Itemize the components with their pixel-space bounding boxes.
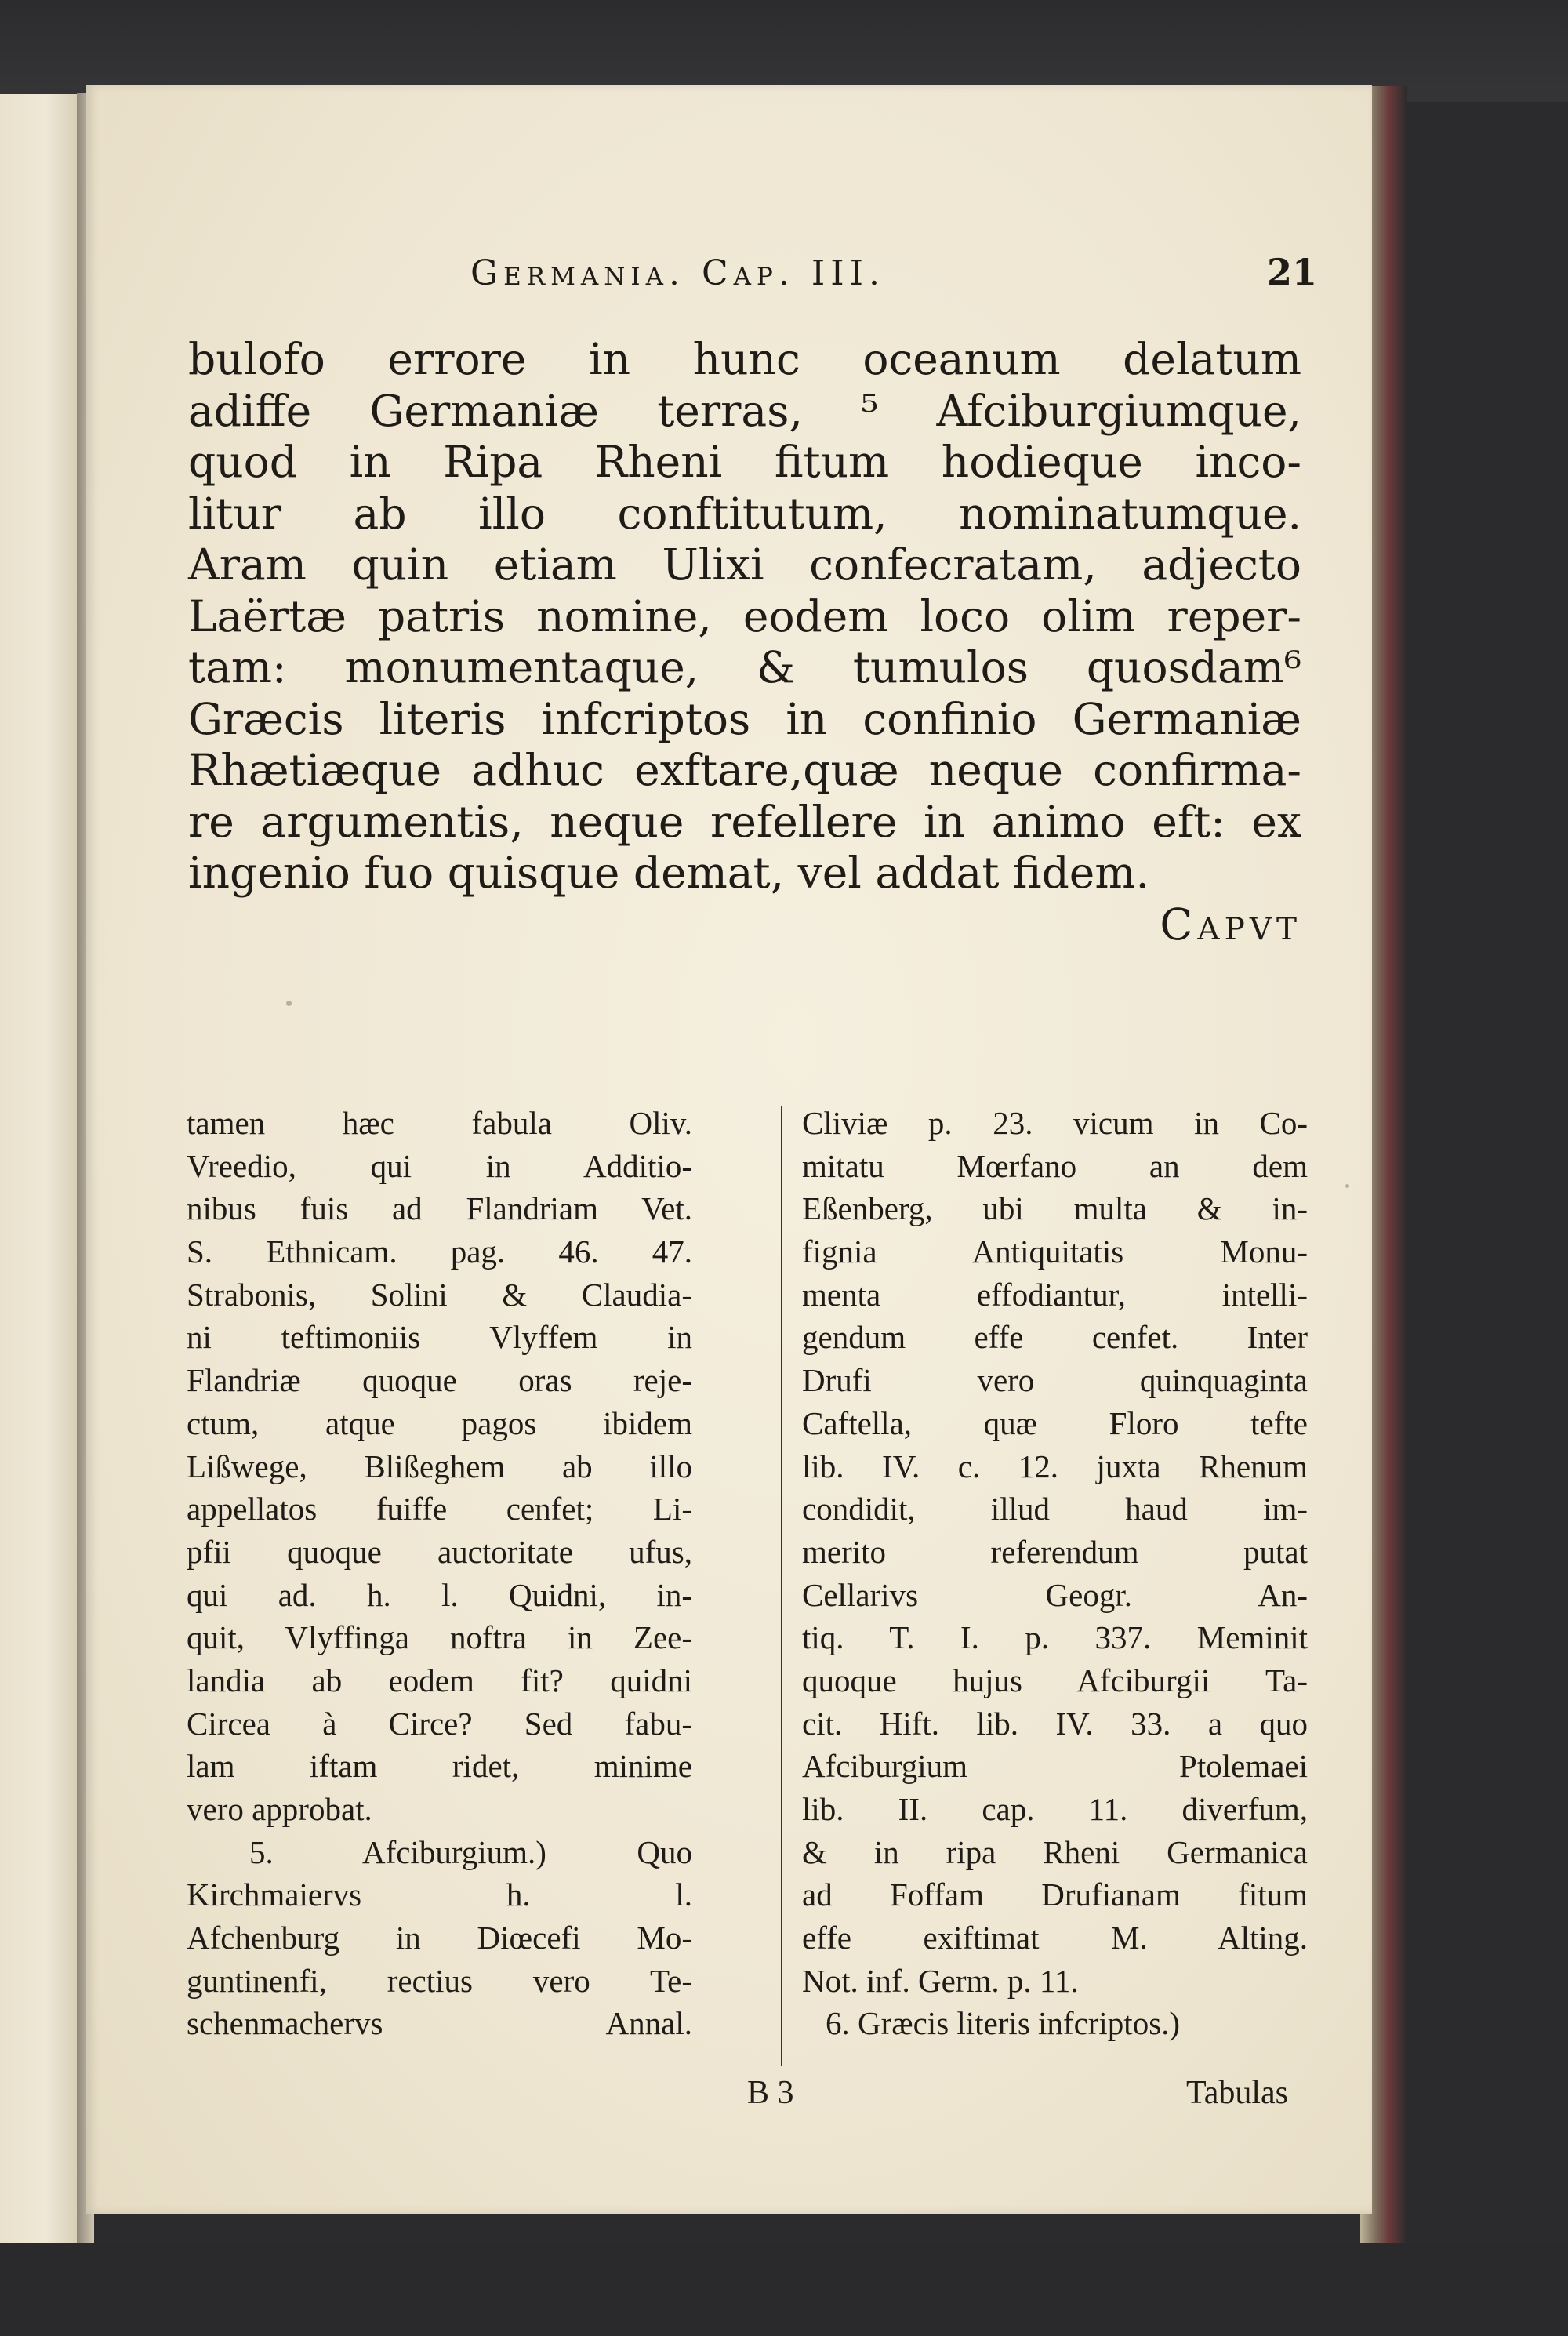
note-line: tamen hæc fabula Oliv.	[187, 1105, 692, 1141]
note-line: 5. Afciburgium.) Quo	[249, 1833, 692, 1870]
signature-mark: B 3	[747, 2075, 794, 2111]
book-page	[86, 85, 1372, 2214]
note-line: Lißwege, Blißeghem ab illo	[187, 1448, 692, 1484]
note-line: lib. IV. c. 12. juxta Rhenum	[802, 1448, 1308, 1484]
footnotes	[187, 1102, 1308, 2153]
note-line: Kirchmaiervs h. l.	[187, 1876, 692, 1913]
note-line: ni teftimoniis Vlyffem in	[187, 1319, 692, 1356]
text-line: quod in Ripa Rheni fitum hodieque inco-	[188, 437, 1301, 487]
text-line: Rhætiæque adhuc exftare,quæ neque confirma-	[188, 745, 1301, 795]
note-line: Not. inf. Germ. p. 11.	[802, 1962, 1079, 1999]
running-head-title: Germania. Cap. III.	[470, 253, 885, 293]
footnote-column-right	[802, 1102, 1308, 2045]
text-line: bulofo errore in hunc oceanum delatum	[188, 334, 1301, 384]
note-line: mitatu Mœrfano an dem	[802, 1147, 1308, 1184]
note-line: Eßenberg, ubi multa & in-	[802, 1190, 1308, 1227]
note-line: lib. II. cap. 11. diverfum,	[802, 1791, 1308, 1827]
note-line: Cellarivs Geogr. An-	[802, 1576, 1308, 1613]
note-line: quit, Vlyffinga noftra in Zee-	[187, 1619, 692, 1656]
note-line: landia ab eodem fit? quidni	[187, 1662, 692, 1698]
text-line: Laërtæ patris nomine, eodem loco olim reper-	[188, 590, 1301, 641]
text-line: adiffe Germaniæ terras, ⁵ Afciburgiumque,	[188, 385, 1301, 436]
facing-page-edge	[0, 94, 77, 2243]
note-line: ad Foffam Drufianam fitum	[802, 1876, 1308, 1913]
note-line: Strabonis, Solini & Claudia-	[187, 1276, 692, 1313]
page-number: 21	[1266, 251, 1317, 293]
note-line: nibus fuis ad Flandriam Vet.	[187, 1190, 692, 1227]
note-line: appellatos fuiffe cenfet; Li-	[187, 1491, 692, 1528]
note-line: 6. Græcis literis infcriptos.)	[826, 2005, 1181, 2042]
note-line: schenmachervs Annal.	[187, 2005, 692, 2042]
note-line: cit. Hift. lib. IV. 33. a quo	[802, 1705, 1308, 1742]
note-line: Caftella, quæ Floro tefte	[802, 1404, 1308, 1441]
foxing-spot	[1345, 1184, 1349, 1188]
note-line: Circea à Circe? Sed fabu-	[187, 1705, 692, 1742]
note-line: tiq. T. I. p. 337. Meminit	[802, 1619, 1308, 1656]
note-line: Vreedio, qui in Additio-	[187, 1147, 692, 1184]
note-line: merito referendum putat	[802, 1533, 1308, 1570]
note-line: fignia Antiquitatis Monu-	[802, 1233, 1308, 1270]
main-text-block	[188, 334, 1301, 950]
text-line: Græcis literis infcriptos in confinio Germaniæ	[188, 693, 1301, 744]
note-line: lam iftam ridet, minime	[187, 1748, 692, 1785]
note-line: gendum effe cenfet. Inter	[802, 1319, 1308, 1356]
note-line: Cliviæ p. 23. vicum in Co-	[802, 1105, 1308, 1141]
note-line: & in ripa Rheni Germanica	[802, 1833, 1308, 1870]
running-head	[470, 251, 1317, 306]
footnote-column-left	[187, 1102, 692, 2045]
note-line: S. Ethnicam. pag. 46. 47.	[187, 1233, 692, 1270]
foxing-spot	[286, 1001, 292, 1006]
note-line: Flandriæ quoque oras reje-	[187, 1362, 692, 1399]
note-line: Afciburgium Ptolemaei	[802, 1748, 1308, 1785]
text-line: litur ab illo conftitutum, nominatumque.	[188, 488, 1301, 539]
note-line: Afchenburg in Diœcefi Mo-	[187, 1920, 692, 1956]
page-footer	[747, 2074, 1288, 2121]
note-line: menta effodiantur, intelli-	[802, 1276, 1308, 1313]
note-line: vero approbat.	[187, 1791, 372, 1827]
note-line: pfii quoque auctoritate ufus,	[187, 1533, 692, 1570]
note-line: ctum, atque pagos ibidem	[187, 1404, 692, 1441]
catchword-bottom: Tabulas	[1185, 2075, 1288, 2111]
note-line: quoque hujus Afciburgii Ta-	[802, 1662, 1308, 1698]
scan-bottom-margin	[0, 2243, 1568, 2336]
column-divider	[781, 1106, 782, 2066]
note-line: qui ad. h. l. Quidni, in-	[187, 1576, 692, 1613]
catchword-top: Capvt	[1160, 899, 1301, 950]
text-line: ingenio fuo quisque demat, vel addat fidem.	[188, 848, 1149, 898]
text-line: tam: monumentaque, & tumulos quosdam⁶	[188, 642, 1301, 692]
note-line: Drufi vero quinquaginta	[802, 1362, 1308, 1399]
note-line: guntinenfi, rectius vero Te-	[187, 1962, 692, 1999]
note-line: effe exiftimat M. Alting.	[802, 1920, 1308, 1956]
text-line: re argumentis, neque refellere in animo eft: ex	[188, 796, 1301, 847]
text-line: Aram quin etiam Ulixi confecratam, adjecto	[188, 539, 1301, 590]
note-line: condidit, illud haud im-	[802, 1491, 1308, 1528]
